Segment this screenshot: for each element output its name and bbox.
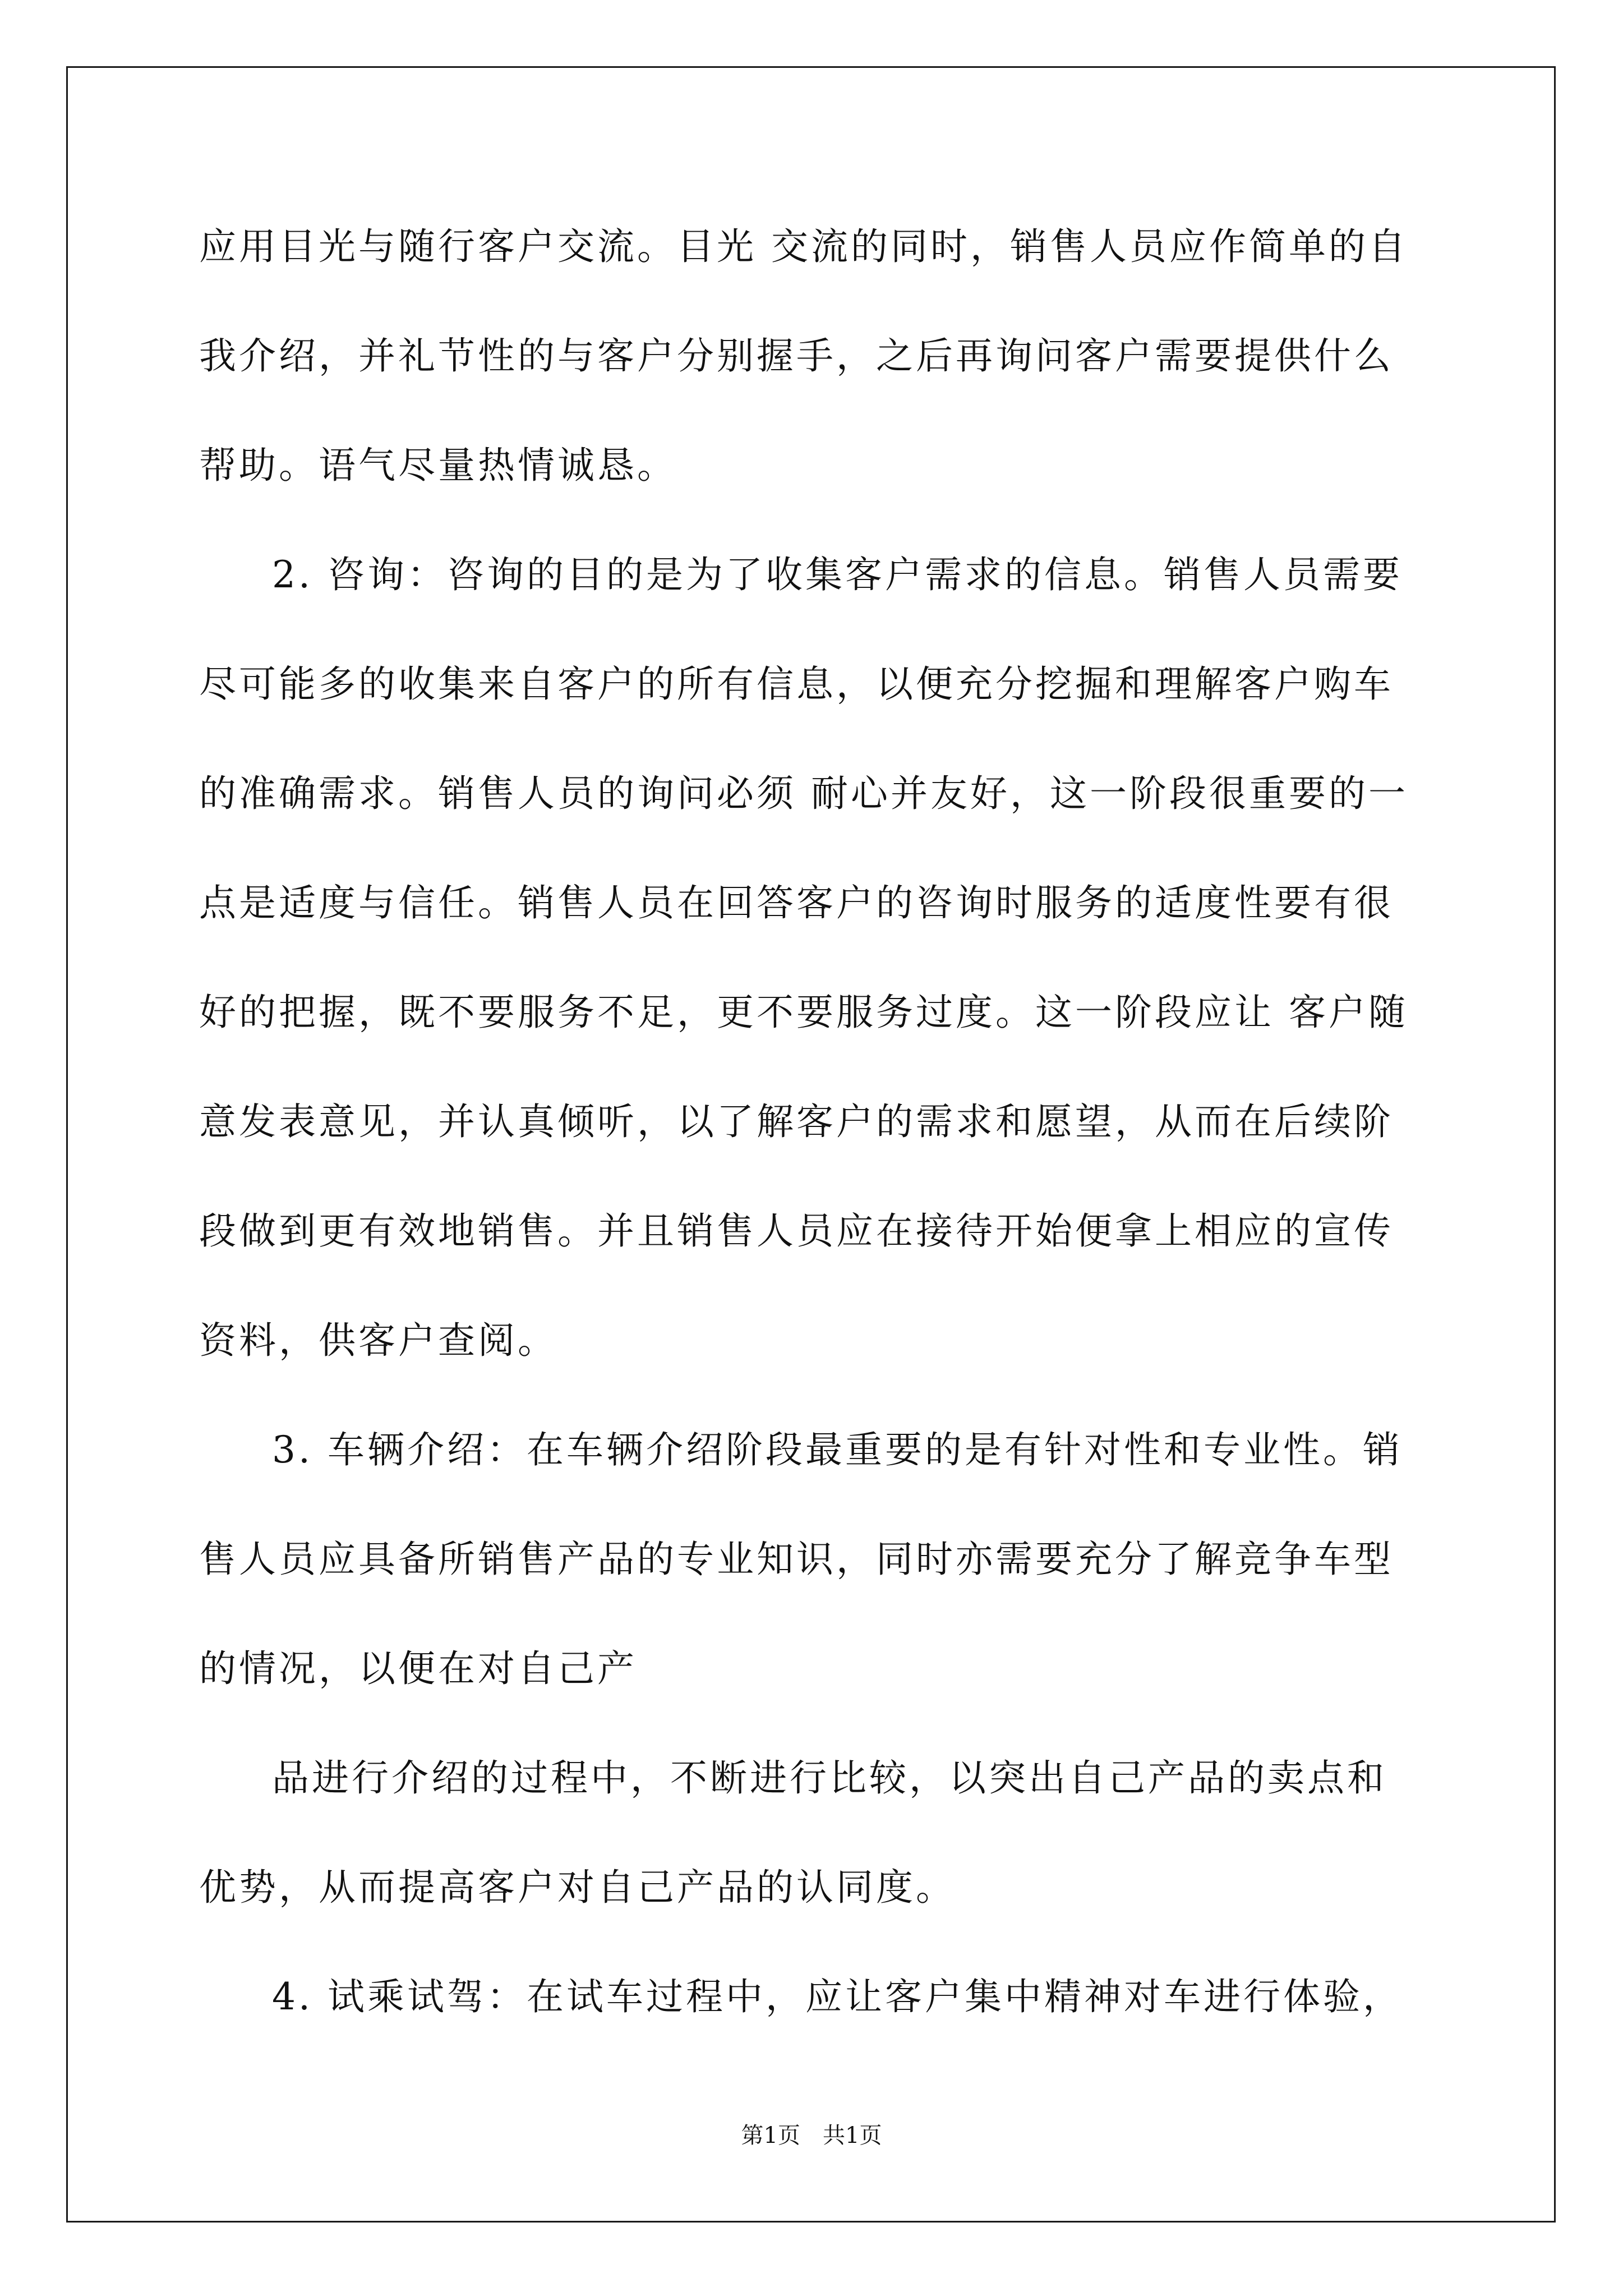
body-line-17: 4. 试乘试驾：在试车过程中，应让客户集中精神对车进行体验，: [272, 1975, 1403, 2018]
body-line-7: 点是适度与信任。销售人员在回答客户的咨询时服务的适度性要有很: [199, 881, 1394, 924]
body-line-11: 资料，供客户查阅。: [199, 1319, 557, 1362]
body-line-13: 售人员应具备所销售产品的专业知识，同时亦需要充分了解竞争车型: [199, 1538, 1394, 1581]
body-line-2: 我介绍，并礼节性的与客户分别握手，之后再询问客户需要提供什么: [199, 334, 1394, 378]
body-line-1: 应用目光与随行客户交流。目光 交流的同时，销售人员应作简单的自: [199, 225, 1408, 268]
body-line-15: 品进行介绍的过程中，不断进行比较，以突出自己产品的卖点和: [272, 1756, 1387, 1800]
body-line-4: 2. 咨询：咨询的目的是为了收集客户需求的信息。销售人员需要: [272, 553, 1403, 596]
body-line-8: 好的把握，既不要服务不足，更不要服务过度。这一阶段应让 客户随: [199, 991, 1408, 1034]
body-line-9: 意发表意见，并认真倾听，以了解客户的需求和愿望，从而在后续阶: [199, 1100, 1394, 1143]
body-line-6: 的准确需求。销售人员的询问必须 耐心并友好，这一阶段很重要的一: [199, 772, 1408, 815]
body-line-16: 优势，从而提高客户对自己产品的认同度。: [199, 1866, 956, 1909]
body-line-14: 的情况，以便在对自己产: [199, 1647, 637, 1690]
page-footer: 第1页 共1页: [741, 2123, 882, 2148]
body-line-12: 3. 车辆介绍：在车辆介绍阶段最重要的是有针对性和专业性。销: [272, 1428, 1403, 1471]
body-line-3: 帮助。语气尽量热情诚恳。: [199, 444, 677, 487]
body-line-5: 尽可能多的收集来自客户的所有信息，以便充分挖掘和理解客户购车: [199, 662, 1394, 706]
body-line-10: 段做到更有效地销售。并且销售人员应在接待开始便拿上相应的宣传: [199, 1209, 1394, 1253]
